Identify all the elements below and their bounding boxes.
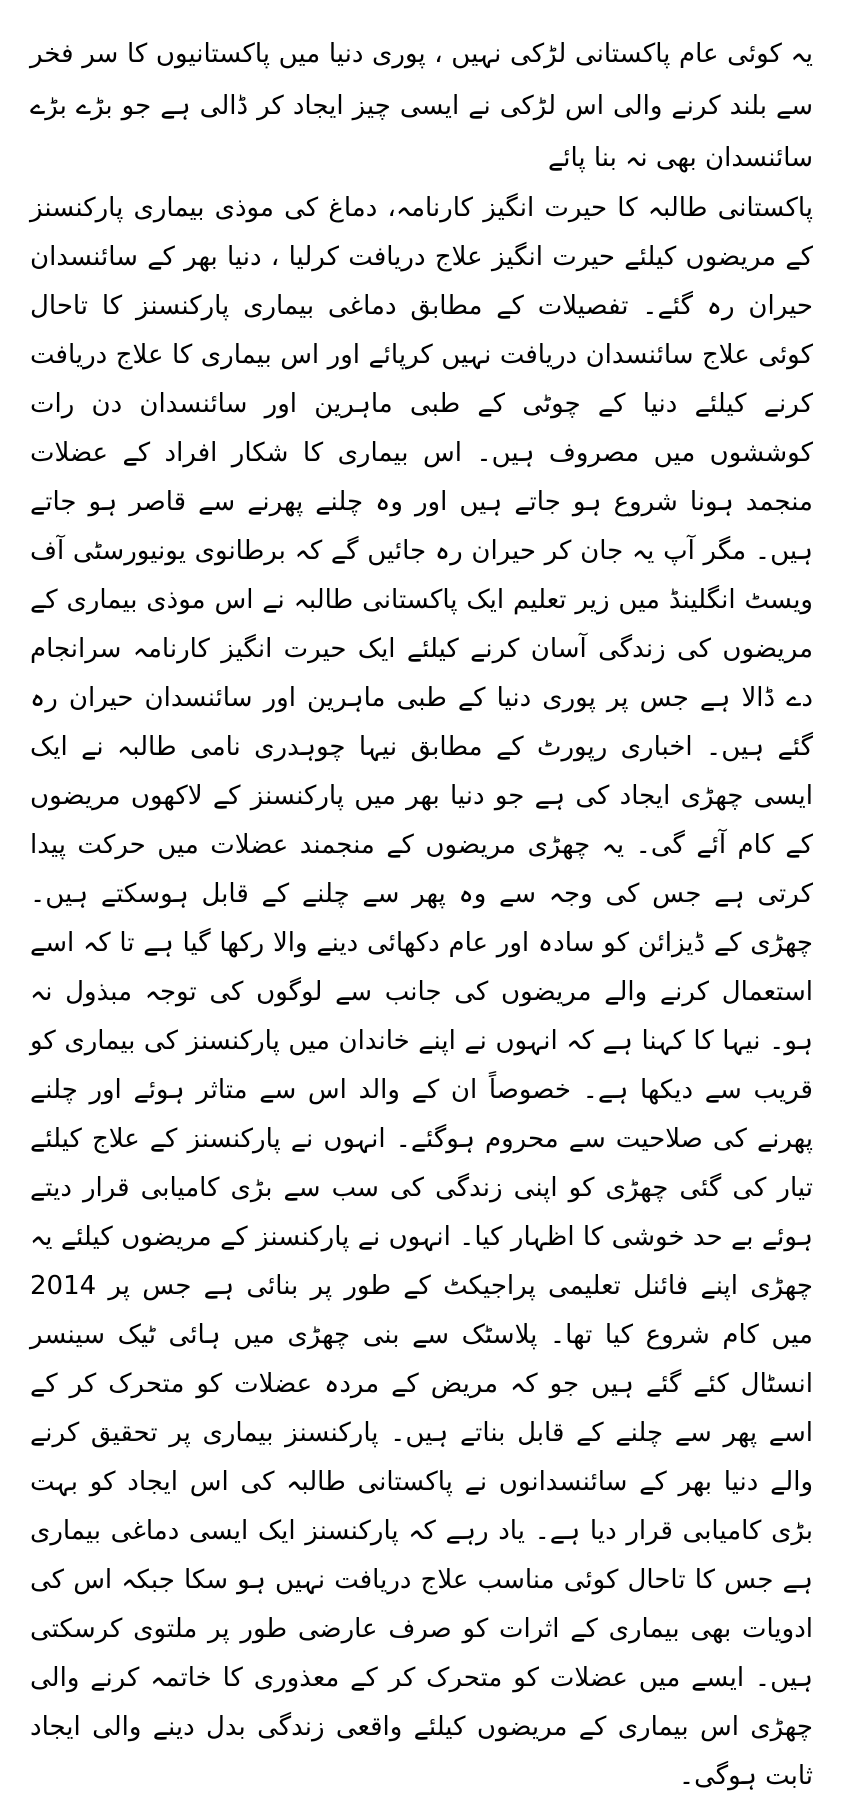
article-body: پاکستانی طالبہ کا حیرت انگیز کارنامہ، دماغ کی موذی بیماری پارکنسنز کے مریضوں کیلئے حیرت انگیز علاج دریافت کرلیا ، دنیا بھر کے سائنسدان حیران رہ گئے۔ تفصیلات کے مطابق دماغی بیماری پارکنسنز کا تاحال کوئی علاج سائنسدان دریافت نہیں کرپائے اور اس بیماری کا علاج دریافت کرنے کیلئے دنیا کے چوٹی کے طبی ماہرین اور سائنسدان دن رات کوششوں میں مصروف ہیں۔ اس بیماری کا شکار افراد کے عضلات منجمد ہونا شروع ہو جاتے ہیں اور وہ چلنے پھرنے سے قاصر ہو جاتے ہیں۔ مگر آپ یہ جان کر حیران رہ جائیں گے کہ برطانوی یونیورسٹی آف ویسٹ انگلینڈ میں زیر تعلیم ایک پاکستانی طالبہ نے اس موذی بیماری کے مریضوں کی زندگی آسان کرنے کیلئے ایک حیرت انگیز کارنامہ سرانجام دے ڈالا ہے جس پر پوری دنیا کے طبی ماہرین اور سائنسدان حیران رہ گئے ہیں۔ اخباری رپورٹ کے مطابق نیہا چوہدری نامی طالبہ نے ایک ایسی چھڑی ایجاد کی ہے جو دنیا بھر میں پارکنسنز کے لاکھوں مریضوں کے کام آئے گی۔ یہ چھڑی مریضوں کے منجمند عضلات میں حرکت پیدا کرتی ہے جس کی وجہ سے وہ پھر سے چلنے کے قابل ہوسکتے ہیں۔ چھڑی کے ڈیزائن کو سادہ اور عام دکھائی دینے والا رکھا گیا ہے تا کہ اسے استعمال کرنے والے مریضوں کی جانب سے لوگوں کی توجہ مبذول نہ ہو۔ نیہا کا کہنا ہے کہ انہوں نے اپنے خاندان میں پارکنسنز کی بیماری کو قریب سے دیکھا ہے۔ خصوصاً ان کے والد اس سے متاثر ہوئے اور چلنے پھرنے کی صلاحیت سے محروم ہوگئے۔ انہوں نے پارکنسنز کے علاج کیلئے تیار کی گئی چھڑی کو اپنی زندگی کی سب سے بڑی کامیابی قرار دیتے ہوئے بے حد خوشی کا اظہار کیا۔ انہوں نے پارکنسنز کے مریضوں کیلئے یہ چھڑی اپنے فائنل تعلیمی پراجیکٹ کے طور پر بنائی ہے جس پر 2014 میں کام شروع کیا تھا۔ پلاسٹک سے بنی چھڑی میں ہائی ٹیک سینسر انسٹال کئے گئے ہیں جو کہ مریض کے مردہ عضلات کو متحرک کر کے اسے پھر سے چلنے کے قابل بناتے ہیں۔ پارکنسنز بیماری پر تحقیق کرنے والے دنیا بھر کے سائنسدانوں نے پاکستانی طالبہ کی اس ایجاد کو بہت بڑی کامیابی قرار دیا ہے۔ یاد رہے کہ پارکنسنز ایک ایسی دماغی بیماری ہے جس کا تاحال کوئی مناسب علاج دریافت نہیں ہو سکا جبکہ اس کی ادویات بھی بیماری کے اثرات کو صرف عارضی طور پر ملتوی کرسکتی ہیں۔ ایسے میں عضلات کو متحرک کر کے معذوری کا خاتمہ کرنے والی چھڑی اس بیماری کے مریضوں کیلئے واقعی زندگی بدل دینے والی ایجاد ثابت ہوگی۔ xyxy=(30,193,814,1791)
article-headline: یہ کوئی عام پاکستانی لڑکی نہیں ، پوری دنیا میں پاکستانیوں کا سر فخر سے بلند کرنے والی اس لڑکی نے ایسی چیز ایجاد کر ڈالی ہے جو بڑے بڑے سائنسدان بھی نہ بنا پائے xyxy=(30,39,813,173)
